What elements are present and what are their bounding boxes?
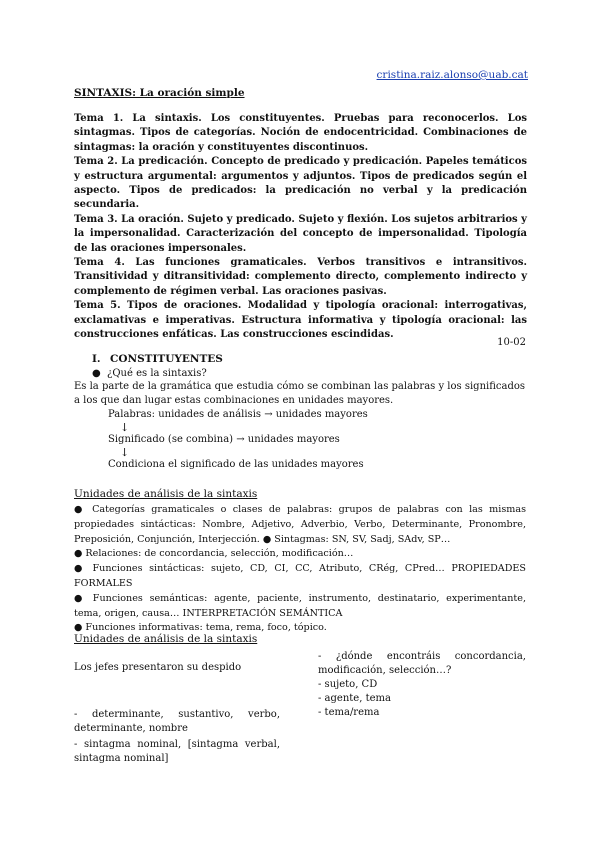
topic-item: Tema 5. Tipos de oraciones. Modalidad y tipología oracional: interrogativas, exclamativas e imperativas. Estructura informativa y tipología oracional: las construcciones enfáticas. Las construcciones escindidas. bbox=[74, 300, 527, 341]
bullet-icon: ● bbox=[92, 368, 101, 379]
section-heading bbox=[92, 353, 223, 365]
topic-item: Tema 4. Las funciones gramaticales. Verbos transitivos e intransitivos. Transitividad y ditransitividad: complemento directo, complemento indirecto y complemento de régimen verbal. Las oraciones pasivas. bbox=[74, 257, 527, 297]
units-item: ● Funciones informativas: tema, rema, foco, tópico. bbox=[74, 622, 327, 634]
author-email-link[interactable]: cristina.raiz.alonso@uab.cat bbox=[376, 69, 528, 81]
units-item: ● Funciones semánticas: agente, paciente, instrumento, destinatario, experimentante, tema, origen, causa… INTERPRETACIÓN SEMÁNTICA bbox=[74, 592, 526, 619]
arrow-down-icon: ↓ bbox=[120, 446, 130, 459]
example-heading: Unidades de análisis de la sintaxis bbox=[74, 633, 258, 645]
units-list bbox=[74, 503, 526, 636]
topic-item: Tema 1. La sintaxis. Los constituyentes. Pruebas para reconocerlos. Los sintagmas. Tipos de categorías. Noción de endocentricidad. Combinaciones de sintagmas: la oración y constituyentes discontinuos. bbox=[74, 113, 527, 153]
section-number: I. bbox=[92, 353, 101, 365]
topic-item: Tema 3. La oración. Sujeto y predicado. Sujeto y flexión. Los sujetos arbitrarios y la impersonalidad. Caracterización del concepto de impersonalidad. Tipología de las oraciones impersonales. bbox=[74, 213, 527, 254]
chain-step: Palabras: unidades de análisis → unidades mayores bbox=[108, 409, 368, 420]
page-title: SINTAXIS: La oración simple bbox=[74, 87, 245, 99]
lesson-date: 10-02 bbox=[497, 337, 526, 348]
question-bullet bbox=[92, 368, 207, 379]
example-sentence: Los jefes presentaron su despido bbox=[74, 662, 242, 673]
units-item: ● Funciones sintácticas: sujeto, CD, CI, CC, Atributo, CRég, CPred… PROPIEDADES FORMALES bbox=[74, 563, 526, 589]
example-right-item: - agente, tema bbox=[318, 693, 391, 704]
example-left-column bbox=[74, 708, 280, 768]
example-right-column bbox=[318, 650, 526, 720]
section-title: CONSTITUYENTES bbox=[110, 353, 223, 365]
example-question: - ¿dónde encontráis concordancia, modificación, selección…? bbox=[318, 651, 526, 676]
syntax-definition: Es la parte de la gramática que estudia cómo se combinan las palabras y los significados a los que dan lugar estas combinaciones en unidades mayores. bbox=[74, 381, 525, 406]
question-text: ¿Qué es la sintaxis? bbox=[107, 368, 207, 379]
example-right-item: - tema/rema bbox=[318, 707, 380, 718]
arrow-down-icon: ↓ bbox=[120, 421, 130, 434]
example-left-item: - sintagma nominal, [sintagma verbal, sintagma nominal] bbox=[74, 739, 280, 764]
example-left-item: - determinante, sustantivo, verbo, determinante, nombre bbox=[74, 709, 280, 734]
example-right-item: - sujeto, CD bbox=[318, 679, 378, 690]
units-item: ● Relaciones: de concordancia, selección, modificación… bbox=[74, 548, 354, 560]
chain-step: Significado (se combina) → unidades mayores bbox=[108, 434, 340, 445]
topic-item: Tema 2. La predicación. Concepto de predicado y predicación. Papeles temáticos y estructura argumental: argumentos y adjuntos. Tipos de predicados según el aspecto. Tipos de predicados: la predicación no verbal y la predicación secundaria. bbox=[74, 156, 527, 211]
topics-list bbox=[74, 112, 527, 343]
units-heading: Unidades de análisis de la sintaxis bbox=[74, 488, 258, 500]
chain-step: Condiciona el significado de las unidades mayores bbox=[108, 459, 364, 470]
units-item: ● Categorías gramaticales o clases de palabras: grupos de palabras con las mismas propiedades sintácticas: Nombre, Adjetivo, Adverbio, Verbo, Determinante, Pronombre, Preposición, Conjunción, Interjección. ● Sintagmas: SN, SV, Sadj, SAdv, SP… bbox=[74, 504, 526, 545]
